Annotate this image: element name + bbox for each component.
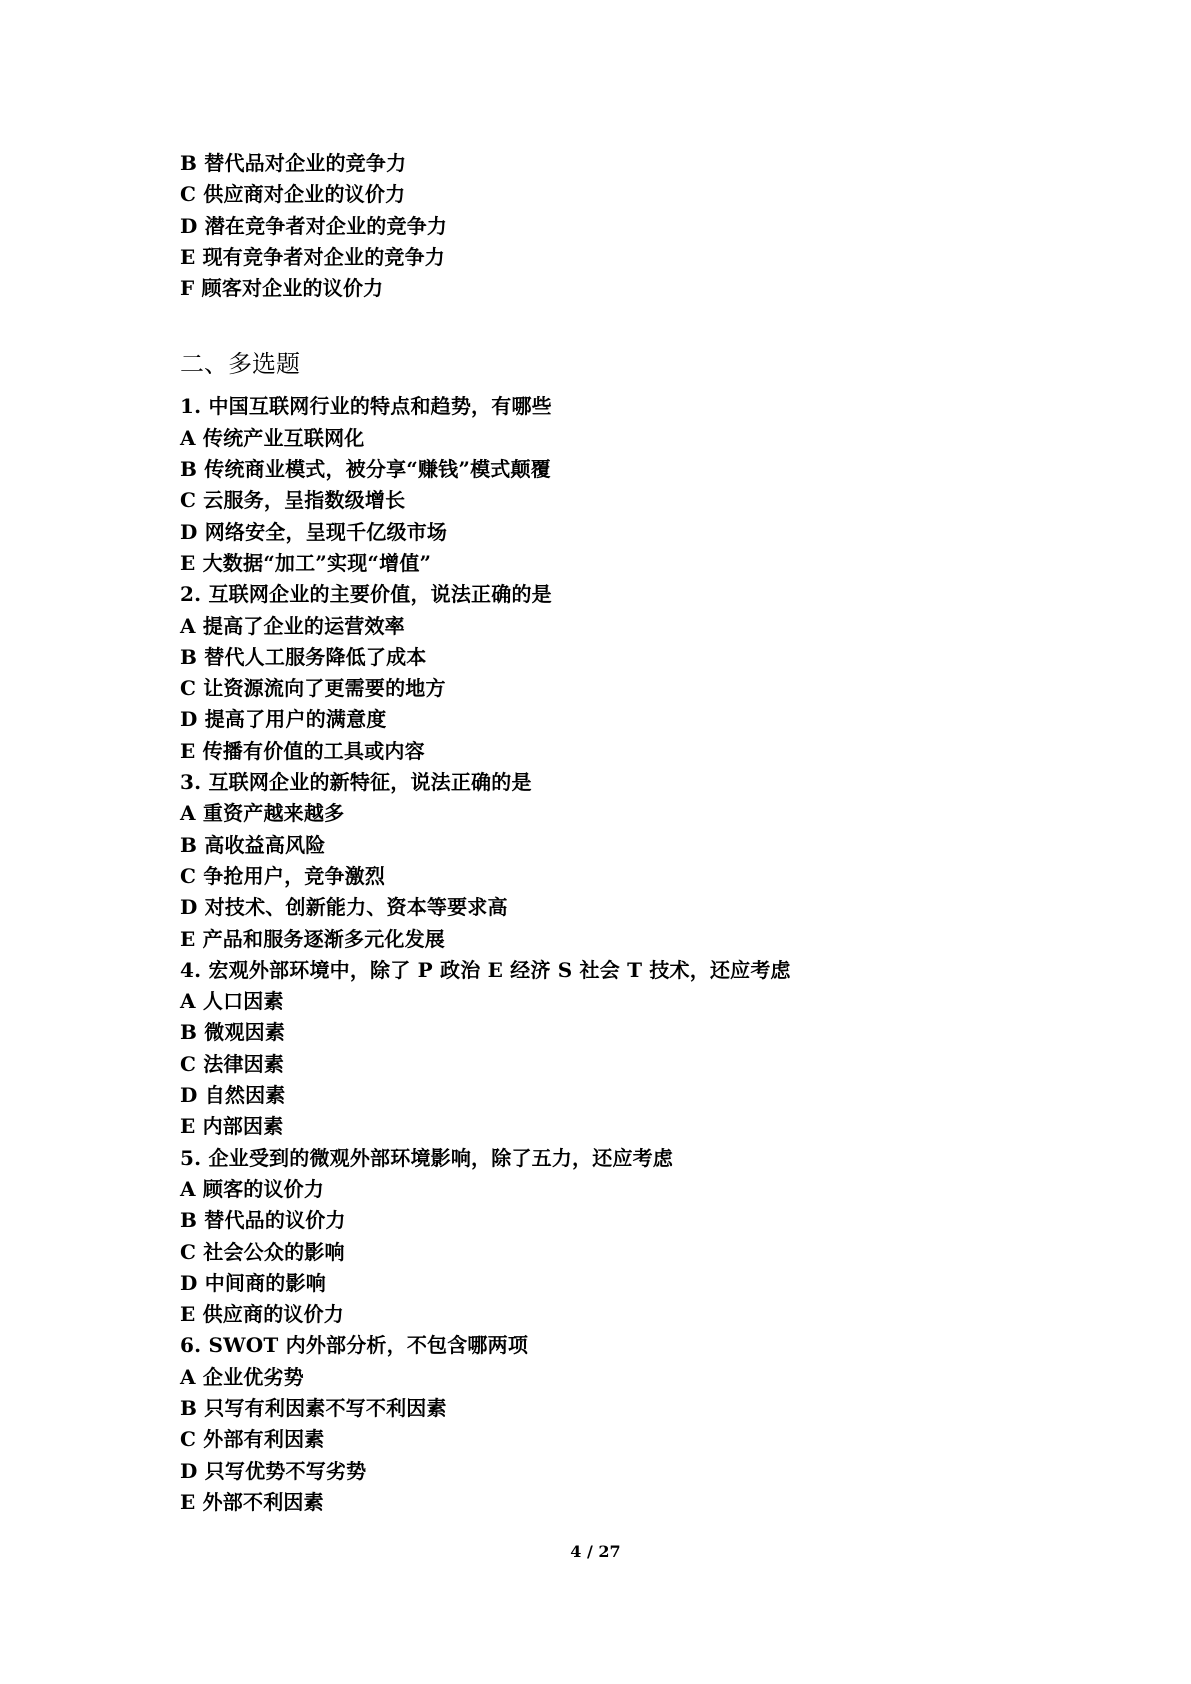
text-line: B 替代品的议价力 [180,1208,346,1233]
text-line: D 提高了用户的满意度 [180,707,387,732]
text-line: E 内部因素 [180,1114,284,1139]
text-line: A 顾客的议价力 [180,1176,325,1201]
section-title: 二、多选题 [180,350,300,379]
text-line: B 替代品对企业的竞争力 [180,151,407,175]
text-line: D 对技术、创新能力、资本等要求高 [180,895,508,920]
text-line: D 中间商的影响 [180,1270,326,1295]
text-line: C 外部有利因素 [180,1427,325,1452]
text-line: 3. 互联网企业的新特征，说法正确的是 [180,770,532,795]
text-line: A 人口因素 [180,989,284,1014]
text-line: A 传统产业互联网化 [180,425,365,450]
text-line: C 社会公众的影响 [180,1239,345,1264]
text-line: B 微观因素 [180,1020,286,1045]
text-line: B 只写有利因素不写不利因素 [180,1395,447,1420]
text-line: C 供应商对企业的议价力 [180,182,406,207]
text-line: A 重资产越来越多 [180,801,345,826]
text-line: A 企业优劣势 [180,1364,304,1389]
text-line: F 顾客对企业的议价力 [180,276,384,301]
text-line: B 替代人工服务降低了成本 [180,644,427,669]
text-line: C 让资源流向了更需要的地方 [180,676,446,701]
text-line: C 争抢用户，竞争激烈 [180,863,386,888]
text-line: D 只写优势不写劣势 [180,1458,367,1483]
page-number: 4 / 27 [570,1542,621,1561]
multiple-choice-questions [180,391,1060,1518]
text-line: E 大数据“加工”实现“增值” [180,550,432,575]
text-line: E 现有竞争者对企业的竞争力 [180,244,446,269]
text-line: 6. SWOT 内外部分析，不包含哪两项 [180,1333,529,1358]
text-line: E 外部不利因素 [180,1489,324,1514]
text-line: D 网络安全，呈现千亿级市场 [180,519,448,544]
text-line: D 自然因素 [180,1083,286,1108]
text-line: B 高收益高风险 [180,832,326,857]
text-line: D 潜在竞争者对企业的竞争力 [180,213,448,238]
text-line: A 提高了企业的运营效率 [180,613,405,638]
text-line: C 法律因素 [180,1051,285,1076]
text-line: E 产品和服务逐渐多元化发展 [180,926,446,951]
text-line: E 传播有价值的工具或内容 [180,738,425,763]
text-line: 2. 互联网企业的主要价值，说法正确的是 [180,582,552,607]
document-body [180,148,1060,1518]
text-line: E 供应商的议价力 [180,1302,345,1327]
text-line: 4. 宏观外部环境中，除了 P 政治 E 经济 S 社会 T 技术，还应考虑 [180,957,791,982]
text-line: C 云服务，呈指数级增长 [180,488,406,513]
text-line: 1. 中国互联网行业的特点和趋势，有哪些 [180,394,552,419]
previous-question-options [180,148,1060,304]
text-line: 5. 企业受到的微观外部环境影响，除了五力，还应考虑 [180,1145,674,1170]
text-line: B 传统商业模式，被分享“赚钱”模式颠覆 [180,457,551,482]
